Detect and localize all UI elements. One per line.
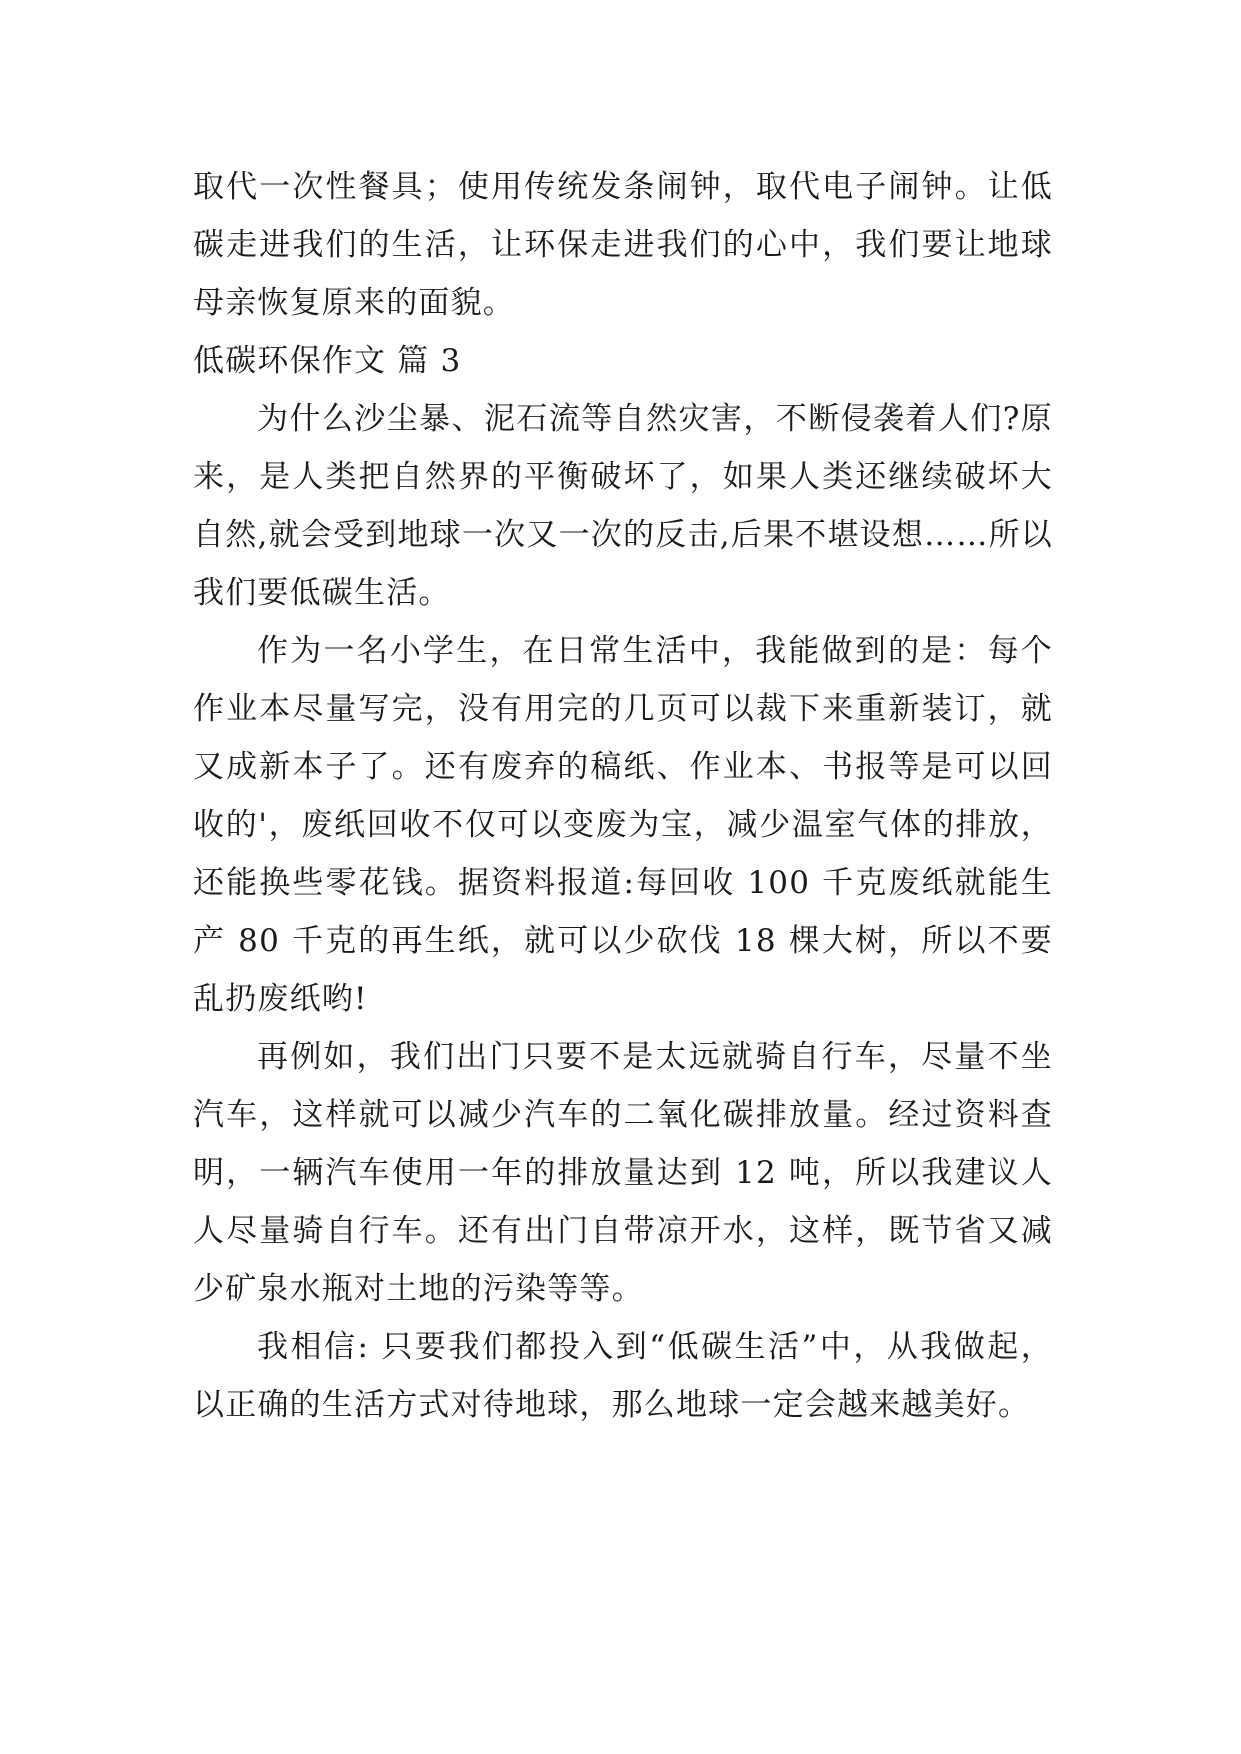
paragraph-2: 作为一名小学生，在日常生活中，我能做到的是：每个作业本尽量写完，没有用完的几页可以裁下来重新装订，就又成新本子了。还有废弃的稿纸、作业本、书报等是可以回收的'，废纸回收不仅可以变废为宝，减少温室气体的排放，还能换些零花钱。据资料报道:每回收 100 千克废纸就能生产 80 千克的再生纸，就可以少砍伐 18 棵大树，所以不要乱扔废纸哟! [193, 633, 1053, 1017]
paragraph-3: 再例如，我们出门只要不是太远就骑自行车，尽量不坐汽车，这样就可以减少汽车的二氧化碳排放量。经过资料查明，一辆汽车使用一年的排放量达到 12 吨，所以我建议人人尽量骑自行车。还有出门自带凉开水，这样，既节省又减少矿泉水瓶对土地的污染等等。 [193, 1039, 1053, 1307]
paragraph-4: 我相信: 只要我们都投入到“低碳生活”中，从我做起，以正确的生活方式对待地球，那么地球一定会越来越美好。 [193, 1329, 1053, 1423]
document-body [193, 158, 1053, 1434]
section-heading: 低碳环保作文 篇 3 [193, 343, 462, 379]
paragraph-1: 为什么沙尘暴、泥石流等自然灾害，不断侵袭着人们?原来，是人类把自然界的平衡破坏了，如果人类还继续破坏大自然,就会受到地球一次又一次的反击,后果不堪设想……所以我们要低碳生活。 [193, 401, 1053, 611]
continued-paragraph: 取代一次性餐具；使用传统发条闹钟，取代电子闹钟。让低碳走进我们的生活，让环保走进我们的心中，我们要让地球母亲恢复原来的面貌。 [193, 169, 1053, 321]
